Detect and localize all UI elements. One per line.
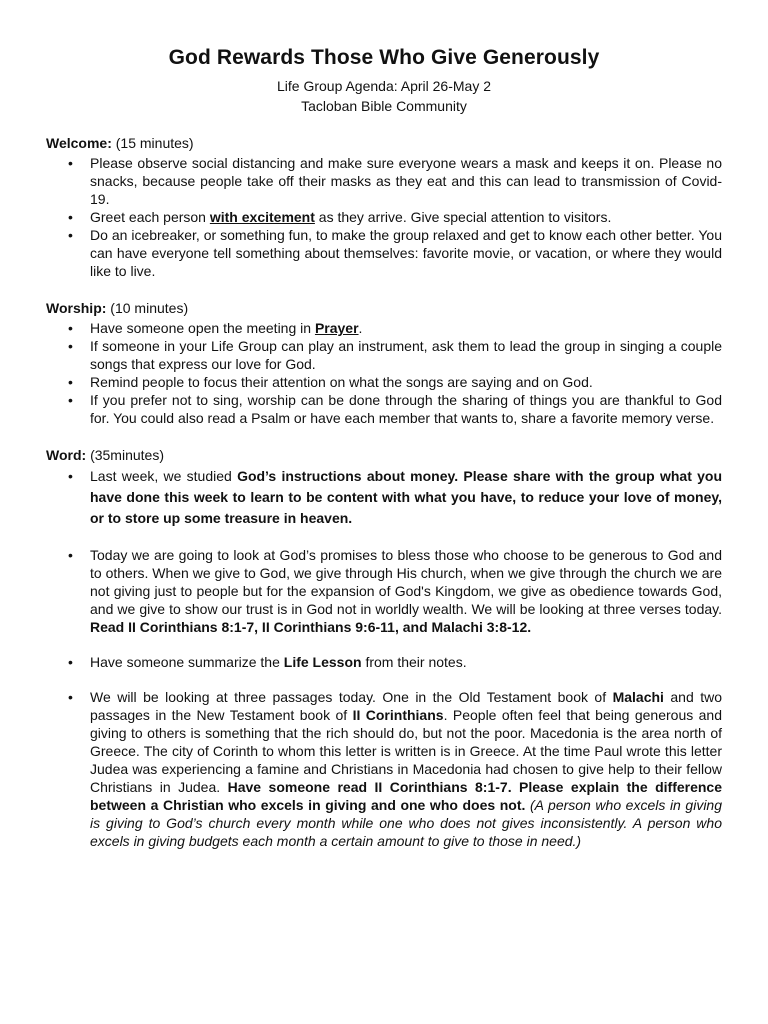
word-item-text: and two passages in the New Testament book of — [90, 689, 722, 723]
worship-item-text: If someone in your Life Group can play an instrument, ask them to lead the group in singing a couple songs that express our love for God. — [90, 338, 722, 372]
welcome-list — [46, 154, 722, 280]
word-item-text: We will be looking at three passages today. One in the Old Testament book of — [90, 689, 613, 705]
word-duration: (35minutes) — [86, 447, 164, 463]
worship-item-sharing — [46, 391, 722, 427]
word-label: Word: — [46, 447, 87, 463]
church-name: Tacloban Bible Community — [301, 98, 467, 114]
word-list — [46, 466, 722, 850]
word-item-today — [46, 546, 722, 636]
word-item-life-lesson — [46, 653, 722, 671]
worship-item-instrument — [46, 337, 722, 373]
welcome-item-text: as they arrive. Give special attention to visitors. — [314, 209, 612, 225]
word-item-text: from their notes. — [361, 654, 467, 670]
worship-list — [46, 319, 722, 427]
page-title: God Rewards Those Who Give Generously — [168, 46, 600, 69]
word-item-text: Have someone summarize the — [90, 654, 284, 670]
worship-item-prayer — [46, 319, 722, 337]
welcome-label: Welcome: — [46, 135, 112, 151]
emphasis-text: Prayer — [314, 320, 359, 336]
worship-item-focus — [46, 373, 722, 391]
emphasis-text: Life Lesson — [283, 654, 362, 670]
welcome-duration: (15 minutes) — [111, 135, 194, 151]
welcome-item-icebreaker — [46, 226, 722, 280]
answer-note: (A person who excels in giving is giving to God’s church every month while one who does not gives inconsistently. A person who excels in giving budgets each month a certain amount to give to those in need.) — [90, 797, 722, 849]
worship-heading — [46, 299, 722, 317]
worship-label: Worship: — [46, 300, 107, 316]
worship-item-text: Have someone open the meeting in — [90, 320, 315, 336]
word-item-text: Today we are going to look at God’s promises to bless those who choose to be generous to God and to others. When we give to God, we give through His church, when we give through the church we are not giving just to people but for the expansion of God's Kingdom, we give as obedience towards God, and we give to show our trust is in God not in worldly wealth. We will be looking at three verses today. — [90, 547, 722, 617]
worship-item-text: . — [358, 320, 363, 336]
emphasis-text: with excitement — [209, 209, 315, 225]
agenda-dates: Life Group Agenda: April 26-May 2 — [276, 78, 492, 94]
welcome-item-text: Do an icebreaker, or something fun, to make the group relaxed and get to know each other better. You can have everyone tell something about themselves: favorite movie, or vacation, or where they would like to live. — [90, 227, 722, 279]
word-item-passages — [46, 688, 722, 850]
worship-duration: (10 minutes) — [106, 300, 189, 316]
word-item-last-week — [46, 466, 722, 529]
welcome-heading — [46, 134, 722, 152]
word-heading — [46, 446, 722, 464]
word-item-text: Last week, we studied — [90, 468, 238, 484]
worship-item-text: Remind people to focus their attention on what the songs are saying and on God. — [90, 374, 593, 390]
word-item-text: . People often feel that being generous and giving to others is something that the rich should do, but not the poor. Macedonia is the area north of Greece. The city of Corinth to whom this letter is written is in Greece. At the time Paul wrote this letter Judea was experiencing a famine and Christians in Macedonia had chosen to give help to their fellow Christians in Judea. — [90, 707, 723, 795]
worship-item-text: If you prefer not to sing, worship can be done through the sharing of things you are thankful to God for. You could also read a Psalm or have each member that wants to, share a favorite memory verse. — [90, 392, 722, 426]
emphasis-text: Malachi — [612, 689, 664, 705]
welcome-item-text: Please observe social distancing and make sure everyone wears a mask and keeps it on. Please no snacks, because people take off their masks as they eat and this can lead to transmission of Covid-19. — [90, 155, 722, 207]
emphasis-text: II Corinthians — [352, 707, 444, 723]
welcome-item-distancing — [46, 154, 722, 208]
welcome-item-greet — [46, 208, 722, 226]
emphasis-text: God’s instructions about money. Please share with the group what you have done this week to learn to be content with what you have, to reduce your love of money, or to store up some treasure in heaven. — [90, 468, 722, 526]
welcome-item-text: Greet each person — [90, 209, 210, 225]
scripture-reference: Read II Corinthians 8:1-7, II Corinthians 9:6-11, and Malachi 3:8-12. — [90, 619, 532, 635]
emphasis-text: Have someone read II Corinthians 8:1-7. Please explain the difference between a Christian who excels in giving and one who does not. — [90, 779, 722, 813]
